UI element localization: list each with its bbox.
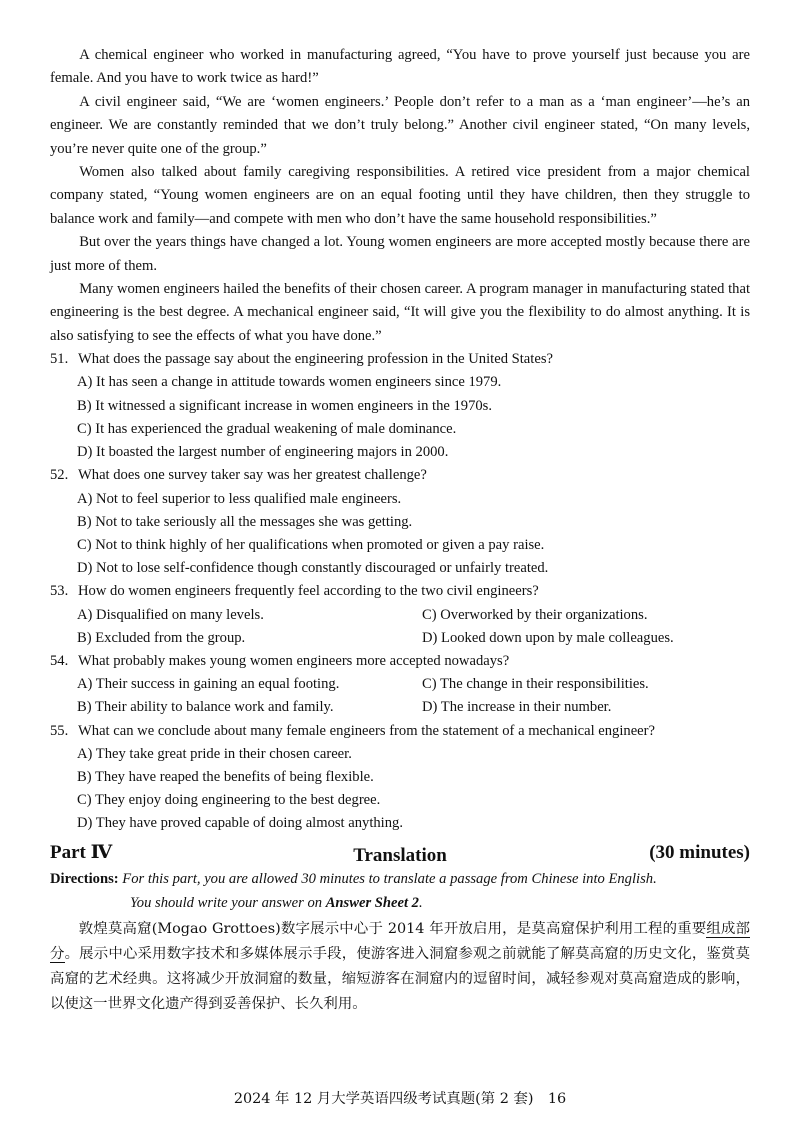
passage-paragraph: A chemical engineer who worked in manufacturing agreed, “You have to prove yourself just because you are female. And you have to work twice as hard!” xyxy=(50,47,750,87)
option-row xyxy=(50,604,750,627)
option-row xyxy=(50,673,750,696)
option-d: D) Looked down upon by male colleagues. xyxy=(422,629,674,646)
option-a: A) They take great pride in their chosen career. xyxy=(77,745,352,762)
directions-period: . xyxy=(418,894,423,911)
translation-rest: 。展示中心采用数字技术和多媒体展示手段，使游客进入洞窟参观之前就能了解莫高窟的历史文化，鉴赏莫高窟的艺术经典。这将减少开放洞窟的数量，缩短游客在洞窟内的逗留时间，减轻参观对莫高窟造成的影响，以使这一世界文化遗产得到妥善保护、长久利用。 xyxy=(50,945,750,1012)
option-b: B) Excluded from the group. xyxy=(77,629,246,646)
option-d: D) The increase in their number. xyxy=(422,699,612,716)
option-d: D) Not to lose self-confidence though constantly discouraged or unfairly treated. xyxy=(77,560,549,577)
option-a: A) Disqualified on many levels. xyxy=(77,606,264,623)
question-text: What can we conclude about many female engineers from the statement of a mechanical engineer? xyxy=(78,722,655,739)
option-b: B) Not to take seriously all the messages she was getting. xyxy=(77,513,413,530)
question-53 xyxy=(50,580,750,603)
answer-sheet-label: Answer Sheet 2 xyxy=(325,894,419,911)
question-text: How do women engineers frequently feel according to the two civil engineers? xyxy=(78,583,539,600)
question-55 xyxy=(50,720,750,743)
part-title: Translation xyxy=(353,844,447,866)
question-number: 54. xyxy=(50,652,69,669)
option-a: A) It has seen a change in attitude towards women engineers since 1979. xyxy=(77,374,502,391)
directions xyxy=(50,867,750,915)
question-text: What does one survey taker say was her greatest challenge? xyxy=(78,467,427,484)
option-b: B) Their ability to balance work and family. xyxy=(77,699,334,716)
question-54 xyxy=(50,650,750,673)
passage-paragraph: Many women engineers hailed the benefits of their chosen career. A program manager in manufacturing stated that engineering is the best degree. A mechanical engineer said, “It will give you the flexibility to do almost anything. It is also satisfying to see the effects of what you have done.” xyxy=(50,281,750,344)
passage-paragraph: But over the years things have changed a lot. Young women engineers are more accepted mostly because there are just more of them. xyxy=(50,234,750,274)
part-heading xyxy=(50,839,750,867)
question-text: What does the passage say about the engineering profession in the United States? xyxy=(78,351,553,368)
translation-underlined: 组成部分 xyxy=(50,920,750,962)
passage-paragraph: A civil engineer said, “We are ‘women engineers.’ People don’t refer to a man as a ‘man engineer’—he’s an engineer. We are constantly reminded that we don’t truly belong.” Another civil engineer stated, “On many levels, you’re never quite one of the group.” xyxy=(50,93,750,157)
question-number: 51. xyxy=(50,351,69,368)
option-c: C) Overworked by their organizations. xyxy=(422,606,648,623)
option-d: D) It boasted the largest number of engineering majors in 2000. xyxy=(77,444,449,461)
part-label: Part Ⅳ xyxy=(50,841,113,863)
question-52 xyxy=(50,464,750,487)
option-row xyxy=(50,627,750,650)
exam-page xyxy=(50,44,750,1017)
directions-text: For this part, you are allowed 30 minutes to translate a passage from Chinese into English. xyxy=(122,870,657,887)
question-number: 52. xyxy=(50,467,69,484)
question-text: What probably makes young women engineers more accepted nowadays? xyxy=(78,652,510,669)
question-number: 55. xyxy=(50,722,69,739)
part-time: (30 minutes) xyxy=(649,841,750,863)
page-footer: 2024 年 12 月大学英语四级考试真题(第 2 套) 16 xyxy=(233,1091,567,1107)
option-c: C) The change in their responsibilities. xyxy=(422,676,649,693)
option-d: D) They have proved capable of doing almost anything. xyxy=(77,815,403,832)
option-c: C) Not to think highly of her qualifications when promoted or given a pay raise. xyxy=(77,536,545,553)
option-row xyxy=(50,696,750,719)
option-a: A) Not to feel superior to less qualified male engineers. xyxy=(77,490,402,507)
directions-label: Directions: xyxy=(50,870,119,887)
translation-passage xyxy=(50,917,750,1017)
directions-text-2: You should write your answer on xyxy=(130,894,326,911)
translation-head: 敦煌莫高窟(Mogao Grottoes)数字展示中心于 2014 年开放启用，是莫高窟保护利用工程的重要 xyxy=(78,920,707,937)
question-51 xyxy=(50,348,750,371)
passage-paragraph: Women also talked about family caregiving responsibilities. A retired vice president from a major chemical company stated, “Young women engineers are on an equal footing until they have children, then they struggle to balance work and family—and compete with men who don’t have the same household responsibilities.” xyxy=(50,164,750,227)
option-c: C) They enjoy doing engineering to the best degree. xyxy=(77,792,381,809)
option-b: B) They have reaped the benefits of being flexible. xyxy=(77,768,374,785)
question-number: 53. xyxy=(50,583,69,600)
option-b: B) It witnessed a significant increase in women engineers in the 1970s. xyxy=(77,397,493,414)
option-c: C) It has experienced the gradual weakening of male dominance. xyxy=(77,420,457,437)
option-a: A) Their success in gaining an equal footing. xyxy=(77,676,340,693)
